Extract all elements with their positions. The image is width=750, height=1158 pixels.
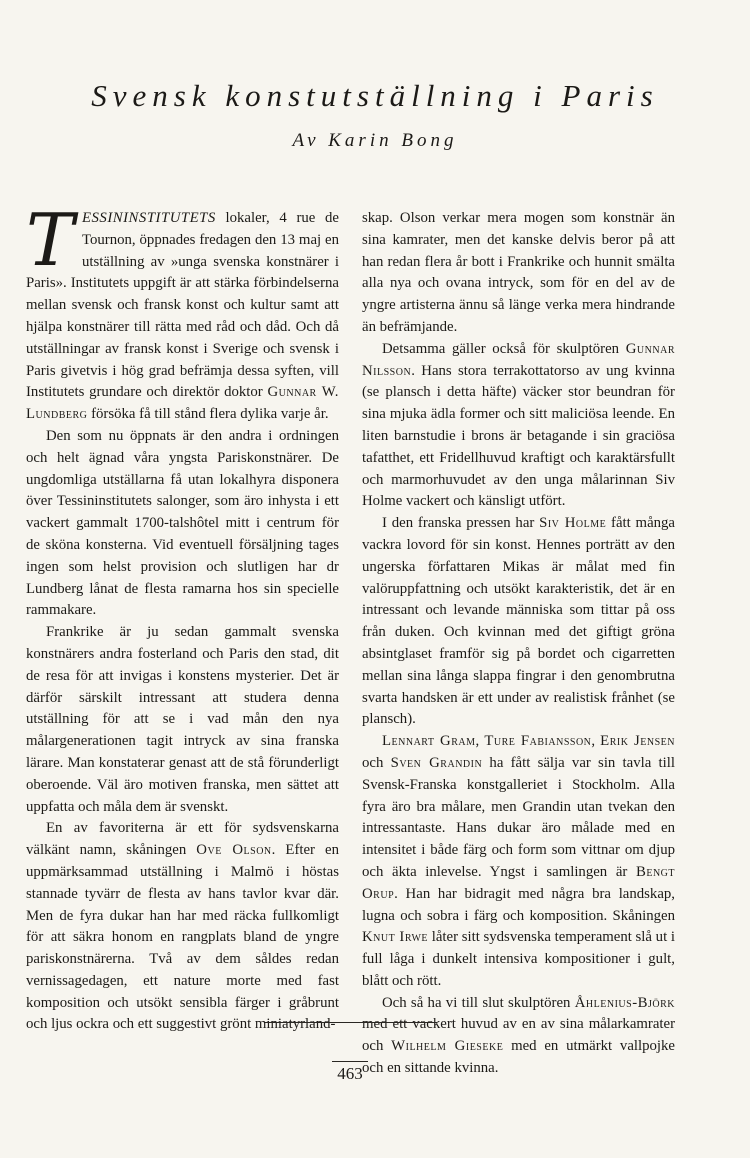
paragraph-text: . Efter en uppmärksammad utställning i Malmö i höstas stannade tyvärr de flesta av hans tavlor kvar där. Men de fyra dukar han har med räcka fullkomligt för att säkra honom en rangplats bland de yngre pariskonstnärerna. Två av dem såldes redan vernissagedagen, ett nature morte med fast komposition och utsökt sensibla färger i gråbrunt och ljus ockra och ett suggestivt grönt miniatyrland-: [26, 842, 339, 1033]
person-name: Gunnar W. Lundberg: [26, 384, 340, 423]
page-number: 463: [337, 1064, 363, 1083]
paragraph-text: och: [362, 754, 391, 771]
paragraph: [362, 513, 675, 731]
person-name: Bengt Orup: [362, 863, 675, 902]
paragraph: Den som nu öppnats är den andra i ordningen och helt ägnad våra yngsta Pariskonstnärer. De ungdomliga utställarna få utan lokalhyra disponera över Tessininstitutets salonger, som äro inhysta i ett vackert gammalt 1700-talshôtel mitt i centrum för de sköna konsterna. Vid eventuell försäljning tages ingen som helst provision och slutligen har dr Lundberg lånat de flesta ramarna hos sin specielle rammakare.: [26, 427, 339, 619]
person-name: Ove Olson: [196, 842, 272, 859]
person-name: Sven Grandin: [390, 754, 483, 771]
paragraph-text: ,: [591, 733, 601, 750]
text-column-left: [26, 198, 340, 1036]
text-column-right: [362, 208, 675, 1080]
paragraph-text: . Han har bidragit med några bra landskap, lugna och sobra i färg och komposition. Skåningen: [362, 885, 675, 924]
paragraph-text: I den franska pressen har: [382, 515, 540, 532]
paragraph: skap. Olson verkar mera mogen som konstnär än sina kamrater, men det kanske delvis beror på att han redan flera år bott i Frankrike och hunnit smälta alla nya och ovana intryck, som för en del av de yngre artisterna ännu så länge verka mera hindrande än befrämjande.: [362, 210, 675, 335]
person-name: Gunnar Nilsson: [362, 340, 675, 379]
paragraph: [362, 339, 675, 513]
paragraph: [362, 993, 675, 1080]
page-number-rule: [332, 1061, 368, 1062]
paragraph-text: lokaler, 4 rue de Tournon, öppnades fredagen den 13 maj en utställning av »unga svenska konstnärer i Paris». Institutets uppgift är att stärka förbindelserna mellan svensk och fransk konst och kultur samt att hjälpa konstnärer till rätta med råd och dåd. Och då utställningar av fransk konst i Sverige och svensk i Paris givetvis i hög grad befrämja dessa syften, vill Institutets grundare och direktör doktor: [26, 210, 339, 401]
person-name: Erik Jensen: [600, 733, 675, 750]
paragraph: [362, 731, 675, 993]
end-rule: [265, 1022, 437, 1023]
paragraph-text: fått många vackra lovord för sin konst. Hennes porträtt av den ungerska författaren Mikas är målat med fin valöruppfattning och utsökt karakteristik, det är en intressant och levande människa som tittar på oss från duken. Och kvinnan med det giftigt gröna absintglaset framför sig på bordet och cigarretten mellan sina långa slappa fingrar i den genombrutna svarta handsken är ett under av realistisk frånhet (se plansch).: [362, 515, 675, 728]
lead-word: ESSININSTITUTETS: [82, 210, 216, 226]
person-name: Wilhelm Gieseke: [391, 1038, 504, 1055]
person-name: Lennart Gram: [382, 733, 476, 750]
paragraph: [26, 198, 340, 426]
paragraph-text: med ett vackert huvud av en av sina målarkamrater och: [362, 1016, 675, 1055]
paragraph-text: En av favoriterna är ett för sydsvenskarna välkänt namn, skåningen: [26, 820, 339, 859]
article-byline: Av Karin Bong: [292, 130, 458, 151]
drop-cap: T: [26, 198, 75, 282]
paragraph-text: Detsamma gäller också för skulptören: [382, 340, 626, 357]
person-name: Siv Holme: [539, 515, 607, 532]
person-name: Åhlenius-Björk: [574, 994, 675, 1011]
paragraph-text: med en utmärkt vallpojke och en sittande kvinna.: [362, 1038, 675, 1077]
paragraph-text: . Hans stora terrakottatorso av ung kvinna (se plansch i detta häfte) väcker stor beundran för sina mjuka ädla former och sitt maliciösa leende. En liten barnstudie i brons är betagande i sin graciösa tafatthet, ett Fridellhuvud kraftigt och karaktärsfullt och marmorhuvudet av den unga målarinnan Siv Holme vackert och känsligt utfört.: [362, 362, 675, 510]
paragraph-text: Och så ha vi till slut skulptören: [382, 994, 575, 1011]
paragraph: Frankrike är ju sedan gammalt svenska konstnärers andra fosterland och Paris den stad, dit de resa för att invigas i konstens mysterier. Det är därför särskilt intressant att studera denna utställning för att se i vad mån den nya målargenerationen tagit intryck av sina franska lärare. Man konstaterar genast att de stå förunderligt oberoende. Väl äro motiven franska, men sättet att uppfatta och måla dem är svenskt.: [26, 624, 339, 815]
article-title: Svensk konstutställning i Paris: [91, 78, 659, 113]
paragraph-text: ,: [475, 733, 485, 750]
paragraph-text: ha fått sälja var sin tavla till Svensk-Franska konstgalleriet i Stockholm. Alla fyra äro bra målare, men Grandin utan tvekan den intressantaste. Hans dukar äro målade med en intensitet i både färg och form som vittnar om djup och äkta inlevelse. Yngst i samlingen är: [362, 754, 675, 880]
person-name: Ture Fabiansson: [484, 733, 592, 750]
paragraph: [26, 818, 339, 1036]
paragraph-text: försöka få till stånd flera dylika varje år.: [87, 406, 329, 423]
person-name: Knut Irwe: [362, 929, 429, 946]
paragraph-text: låter sitt sydsvenska temperament slå ut i full låga i dunkelt intensiva kompositioner i gult, blått och rött.: [362, 929, 675, 989]
